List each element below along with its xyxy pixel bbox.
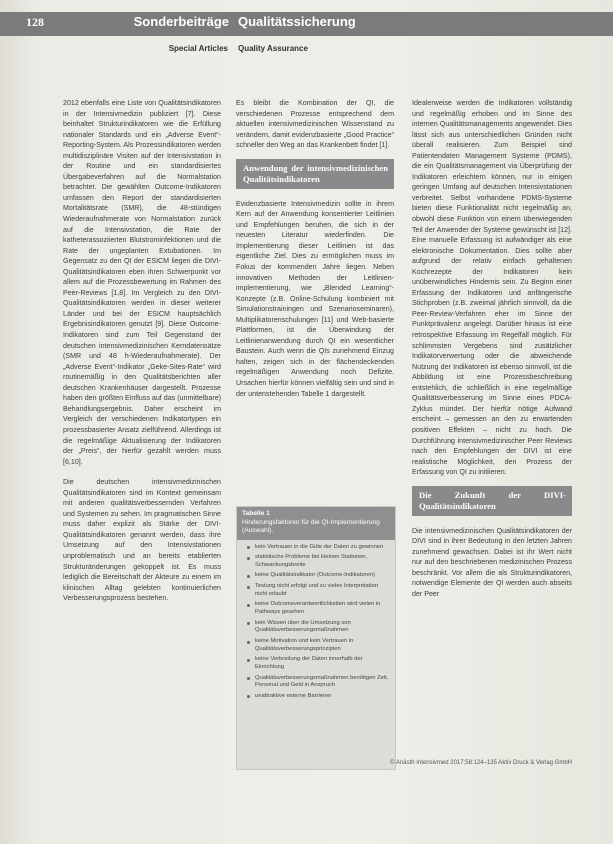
paragraph: 2012 ebenfalls eine Liste von Qualitätsindikatoren in der Intensivmedizin publiziert [7]. Diese beinhaltet Strukturindikatoren wie die Erfüllung nationaler Standards und ein „Adverse Event“-Reporting-System. Als Prozessindikatoren werden multidisziplinäre Visiten auf der Intensivstation in der Routine und ein standardisiertes Übergabeverfahren auf die Normalstation betrachtet. Die gewählten Outcome-Indikatoren umfassen den Report der standardisierten Mortalitätsrate (SMR), die 48-stündigen Wiederaufnahmerate von Normalstation zurück auf die Intensivstation, die Rate der katheterassoziierten Blutstrominfektionen und die Rate der ungeplanten Extubationen. Im Gegensatz zu den QI der ESICM liegen die DIVI-Qualitätsindikatoren eben ihren Schwerpunkt vor allem auf die Prozessbewertung im Rahmen des Peer-Reviews [1,8]. Im Vergleich zu den DIVI-Qualitätsindikatoren werden in dieser weiterer Länder und bei der ESICM hauptsächlich Ergebnisindikatoren genutzt [9]. Diese Outcome-Indikatoren sind zum Teil Gegenstand der deutschen intensivmedizinischen Kerndatensätze (SMR und 48 h-Wiederaufnahmerate). Der „Adverse Event“-Indikator „Geke-Sites-Rate“ wird routinemäßig in den Qualitätsberichten aller deutschen Krankenhäuser dargestellt. Prozesse haben den größten Einfluss auf das (unmittelbare) Behandlungsergebnis. Daher erscheint im Vergleich der verschiedenen Indikatortypen ein prozessbasierter Ansatz zielführend. Allerdings ist die regelmäßige Aktualisierung der Indikatoren der „Preis“, der hierfür gezahlt werden muss [6,10].: [63, 99, 221, 466]
paragraph: Evidenzbasierte Intensivmedizin sollte in ihrem Kern auf der Anwendung konsentierter Leitlinien und Empfehlungen beruhen, die sich in der neuesten Literatur wiederfinden. Die Implementierung dieser Leitlinien ist das eigentliche Ziel. Dies zu ermöglichen muss im Fokus der kommenden Jahre liegen. Neben innovativen Methoden der Leitlinien-implementierung, wie „Blended Learning“-Konzepte (z.B. Online-Schulung kombiniert mit Simulationstrainingen und Szenarioseminaren), Multiplikatorenschulungen [11] und Web-basierte Plattformen, ist die Überwindung der Leitlinienanwendung durch QI ein wesentlicher Baustein. Auch wenn die QIs zunehmend Einzug halten, zeigen sich in der flächendeckenden regelmäßigen Anwendung noch Defizite. Ursachen hierfür können vielfältig sein und sind in der untenstehenden Tabelle 1 dargestellt.: [236, 199, 394, 398]
paragraph: Idealerweise werden die Indikatoren vollständig und regelmäßig erhoben und im Sinne des internen Qualitätsmanagements angewendet. Dies lässt sich aus unterschiedlichen Gründen nicht überall realisieren. Zum Beispiel sind Patientendaten Management Systeme (PDMS), die ein Qualitätsmanagement via Überprüfung der Indikatoren erleichtern können, nur in einigen geringen Umfang auf deutschen Intensivstationen verbreitet. Selbst vorhandene PDMS-Systeme bieten diese Funktionalität nicht regelmäßig an, obwohl diese Funktion von einem überwiegenden Teil der Anwender der Systeme gewünscht ist [12]. Eine manuelle Erfassung ist aufwändiger als eine elektronische Dokumentation. Dies sollte aber aufgrund der relativ einfach gehaltenen Kochrezepte der Indikatoren kein unüberwindliches Hindernis sein. Zu Beginn einer Erfassung der Indikatoren und anfängerische Stichproben (z.B. zweimal jährlich sinnvoll, da die Peer-Review-Verfahren eher im Sinne der Punktprävalenz angelegt. Darüber hinaus ist eine retrospektive Erfassung im Regelfall möglich. Für schlimmsten Vergebens sind zusätzlicher Indikatorverwertung oder die abweichende Nutzung der Indikatoren ist ebenso sinnvoll, ist die Abbildung ist eine Prozessbeschreibung entstehlich, die schließlich in eine regelmäßige Qualitätsverbesserung im Sinne eines PDCA-Zyklus mündet. Der hierfür nötige Aufwand erscheint – gemessen an den zu erwartenden positiven Effekten – nicht zu hoch. Die Durchführung intensivmedizinischer Peer Reviews nach den Empfehlungen der DIVI ist eine realistische Möglichkeit, den Prozess der Erfassung von QI zu initiieren.: [412, 99, 572, 477]
section-heading-application: Anwendung der intensivmedizinischen Qualitätsindikatoren: [236, 159, 394, 189]
section-title-english: Special Articles: [168, 44, 228, 53]
table-item: unattraktive externe Barrieren: [247, 693, 389, 701]
table-item: statistische Probleme bei kleinen Stationen, Schwankungsbreite: [247, 554, 389, 569]
text-column-left: [63, 98, 221, 604]
section-title-german: Sonderbeiträge: [133, 14, 229, 29]
paragraph: Es bleibt die Kombination der QI, die verschiedenen Prozesse entsprechend dem aktuellen intensivmedizinischen Wissenstand zu verändern, damit evidenzbasierte „Good Practice“ schneller den Weg an das Krankenbett findet [1].: [236, 99, 394, 150]
table-item: Qualitätsverbesserungsmaßnahmen benötigen Zeit, Personal und Geld in Anspruch: [247, 675, 389, 690]
section-heading-future: Die Zukunft der DIVI-Qualitätsindikatoren: [412, 486, 572, 516]
page-number: 128: [26, 15, 44, 29]
text-column-middle: [236, 98, 394, 399]
table-label: Tabelle 1: [242, 510, 270, 517]
table-item: kein Vertrauen in die Güte der Daten zu gewinnen: [247, 544, 389, 552]
table-item: kein Wissen über die Umsetzung von Qualitätsverbesserungsmaßnahmen: [247, 620, 389, 635]
table-item: keine Motivation und kein Vertrauen in Qualitätsverbesserungsprinzipien: [247, 638, 389, 653]
table-item: keine Qualitätsindikator (Outcome-Indikatoren): [247, 572, 389, 580]
paragraph: Die intensivmedizinischen Qualitätsindikatoren der DIVI sind in ihrer Bedeutung in den letzten Jahren zunehmend gewachsen. Dabei ist ihr Wert nicht nur auf den beschriebenen medizinischen Prozess beschränkt. Vor allem die als Strukturindikatoren, notwendige Elemente der QI werden auch abseits der Peer: [412, 526, 572, 598]
table-list: [237, 544, 395, 701]
table-1-box: [236, 506, 396, 770]
paragraph: Die deutschen intensivmedizinischen Qualitätsindikatoren sind im Kontext gemeinsam mit anderen qualitätsverbessernden Verfahren und Systemen zu sehen. Im pragmatischen Sinne muss daher explizit als Stärke der DIVI-Qualitätsindikatoren genannt werden, dass ihre Umsetzung auf den Intensivstationen unproblematisch und an bereits etablierten Strukturänderungen gekoppelt ist. Es muss lediglich die Bereitschaft der Akteure zu einem im klinischen Alltag gelebten kontinuierlichen Verbesserungsprozess bestehen.: [63, 478, 221, 603]
text-column-right: [412, 98, 572, 600]
page-footer: © Anästh Intensivmed 2017;58:124–135 Aktiv Druck & Verlag GmbH: [390, 760, 572, 766]
category-title-german: Qualitätssicherung: [238, 14, 356, 29]
table-title: Hinderungsfaktoren für die QI-Implementierung (Auswahl).: [242, 518, 380, 534]
table-item: keine Verbreitung der Daten innerhalb der Einrichtung: [247, 656, 389, 671]
table-item: keine Outcomeverantwortlichkeiten wird vielen in Pathways gesehen: [247, 601, 389, 616]
category-title-english: Quality Assurance: [238, 44, 308, 53]
table-item: Testung nicht erfolgt und zu vieles Interpretation nicht erlaubt: [247, 583, 389, 598]
table-caption: [237, 507, 395, 540]
